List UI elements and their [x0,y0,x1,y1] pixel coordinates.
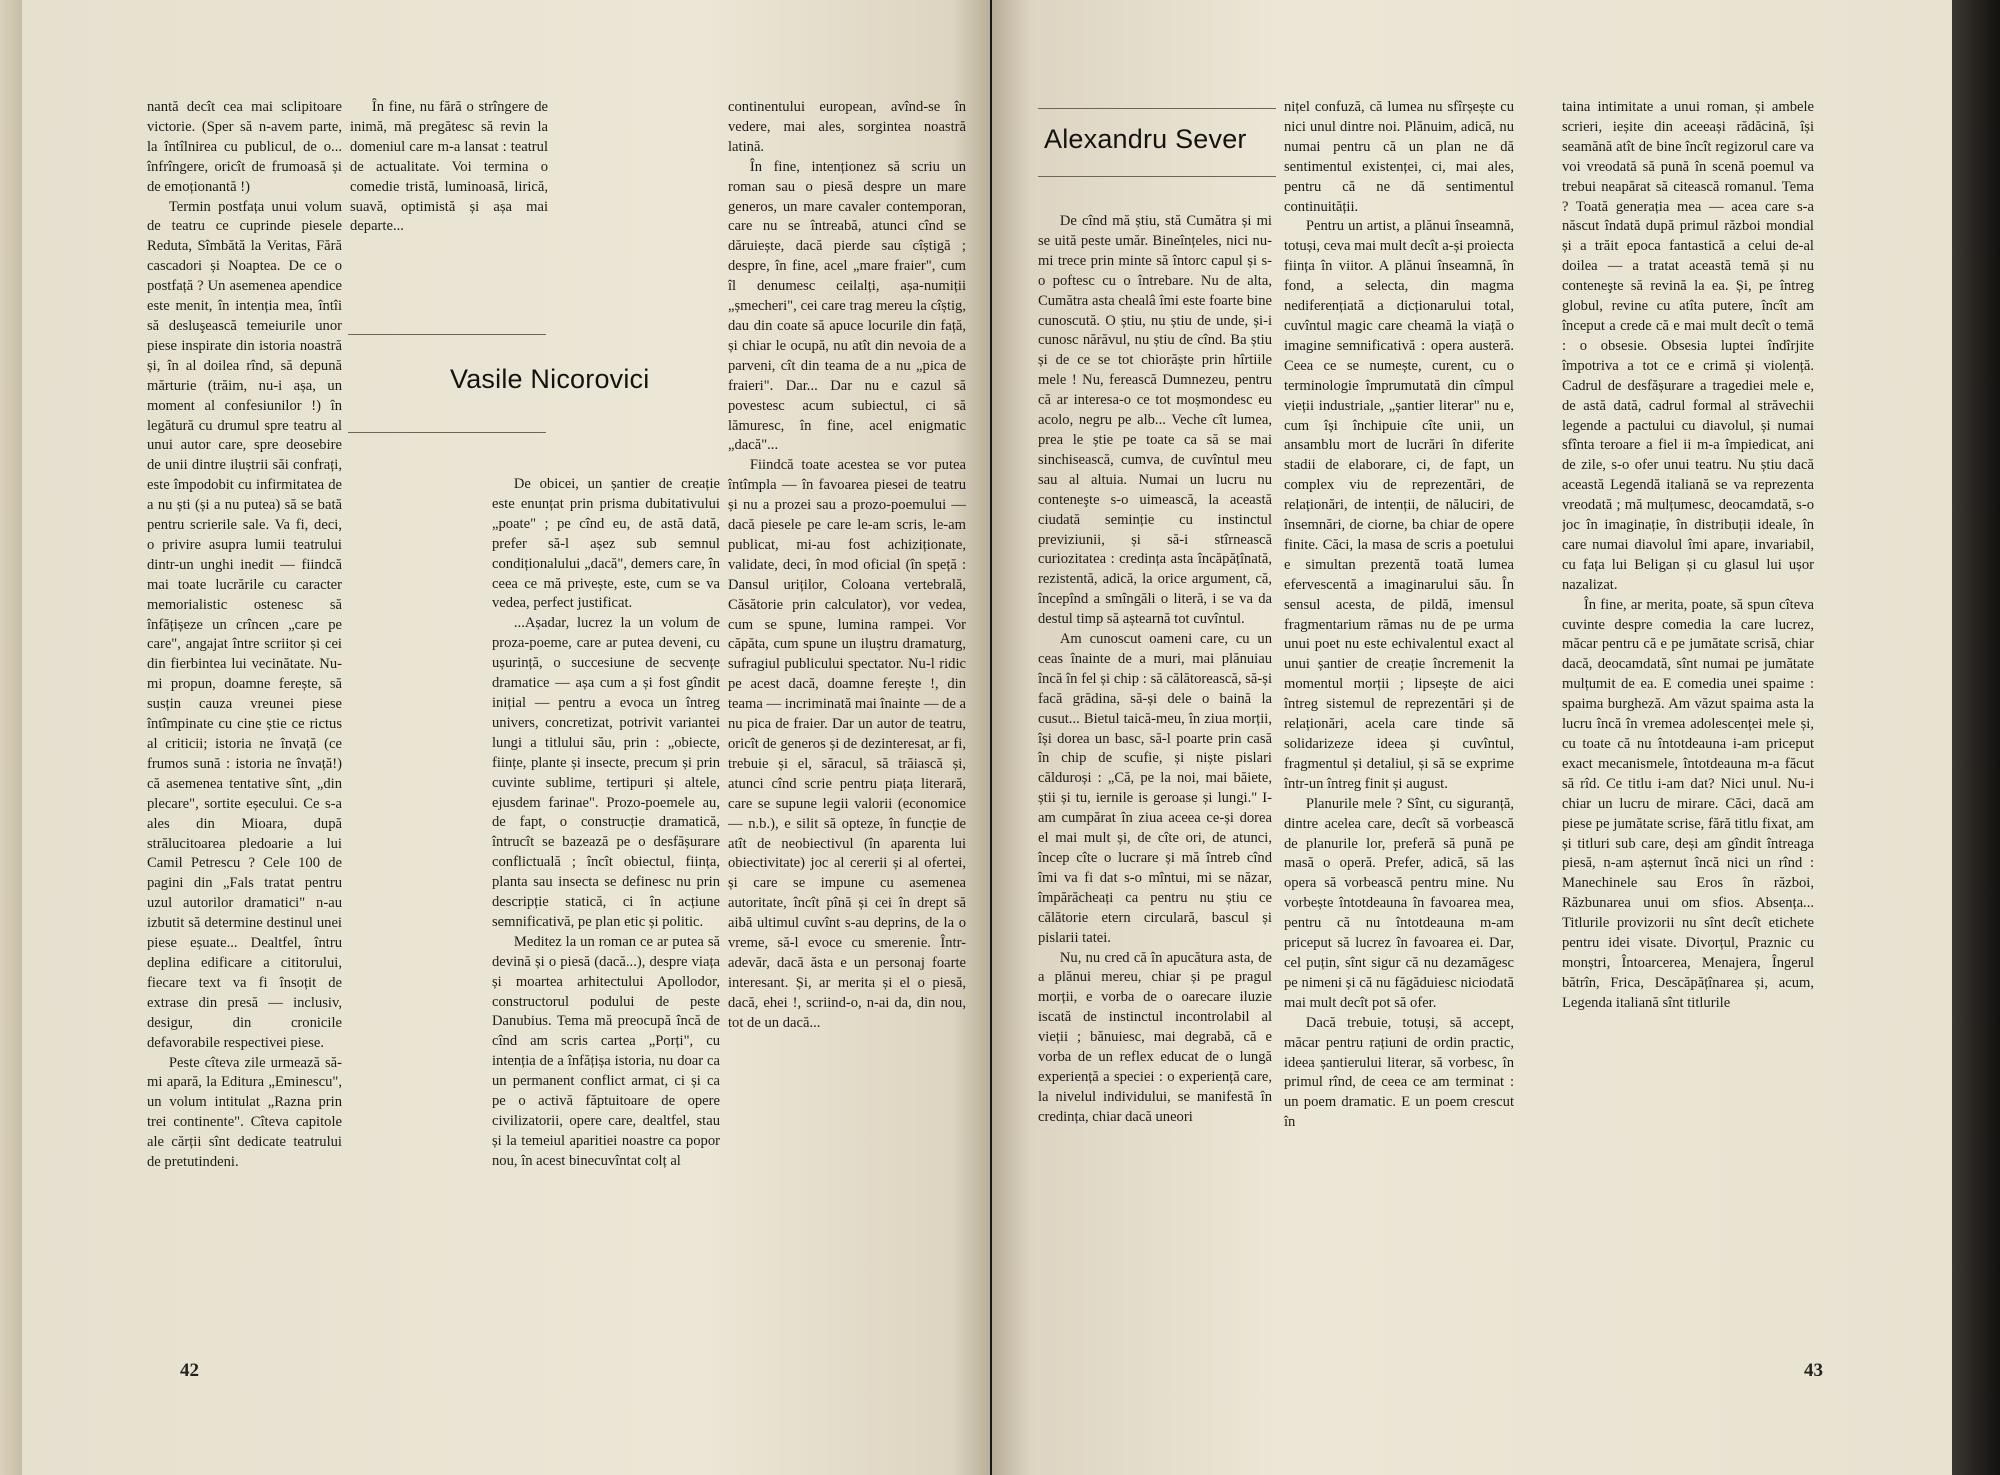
author-name: Alexandru Sever [1044,124,1247,154]
right-page [992,0,1952,1475]
author-rule-bottom [348,432,546,433]
paragraph: Nu, nu cred că în apucătura asta, de a plănui mereu, chiar și pe pragul morții, e vorba de o oarecare iluzie iscată de instinctul incontrolabil al vieții ; bănuiesc, mai degrabă, că e vorba de un reflex educat de o lungă experiență a speciei : o experiență care, la nivelul individului, se manifestă în credința, chiar dacă uneori [1038,949,1272,1125]
paragraph: Fiindcă toate acestea se vor putea întîmpla — în favoarea piesei de teatru și nu a prozei sau a prozo-poemului — dacă piesele pe care le-am scris, le-am publicat, mi-au fost achiziționate, validate, deci, în mod oficial (în speță : Dansul uriților, Coloana vertebrală, Căsătorie prin calculator), vor vedea, cum se spune, lumina rampei. Vor căpăta, cum spune un iluștru dramaturg, sufragiul publicului spectator. Nu-l ridic pe acest dacă, doamne ferește !, din teama — incriminată mai înainte — de a nu pica de fraier. Dar un autor de teatru, oricît de generos și de dezinteresat, ar fi, trebuie și el, săracul, să trăiască și, atunci cînd scrie pentru piața literară, care se supune legii valorii (economice — n.b.), e silit să opteze, în funcție de atît de neobiectivul (în aparenta lui obiectivitate) joc al cererii și al ofertei, și care se impune cu asemenea autoritate, încît pînă și cei în drept să aibă ultimul cuvînt s-au deprins, de la o vreme, să-l evoce cu smerenie. Într-adevăr, dacă ăsta e un personaj foarte interesant. Și, ar merita și el o piesă, dacă, ehei !, scriind-o, n-ai da, din nou, tot de un dacă... [728,457,966,1031]
paragraph: Dacă trebuie, totuși, să accept, măcar pentru rațiuni de ordin practic, ideea șantierului literar, să vorbesc, în primul rînd, de ceea ce am terminat : un poem dramatic. E un poem crescut în [1284,1014,1514,1131]
left-page [22,0,990,1475]
left-col-2-bottom [492,475,720,1335]
page-number: 42 [180,1360,199,1381]
paragraph: Planurile mele ? Sînt, cu siguranță, dintre acelea care, decît să vorbească de planurile lor, preferă să pună pe masă o operă. Prefer, adică, să las opera să vorbească pentru mine. Nu vorbește întotdeauna în favoarea mea, pentru că nu întotdeauna m-am priceput să lucrez în favoarea ei. Dar, cel puțin, sînt sigur că nu dezamăgesc pe nimeni și că nu făgăduiesc niciodată mai mult decît pot să ofer. [1284,795,1514,1011]
page-number: 43 [1804,1360,1823,1381]
author-rule-bottom [1038,176,1276,177]
paragraph: nițel confuză, că lumea nu sfîrșește cu nici unul dintre noi. Plănuim, adică, nu numai pentru că un plan ne dă sentimentul existenței, ci, mai ales, pentru că ne dă sentimentul continuității. [1284,99,1514,215]
author-name: Vasile Nicorovici [450,364,650,394]
paragraph: În fine, ar merita, poate, să spun cîteva cuvinte despre comedia la care lucrez, măcar pentru că e pe jumătate scrisă, chiar dacă, deocamdată, sînt numai pe jumătate mulțumit de ea. E comedia unei spaime : spaima burgheză. Am văzut spaima asta la lucru încă în vremea adolescenței mele și, cu toate că nu întotdeauna i-am priceput exact mecanismele, întotdeauna m-a făcut să rîd. Ce titlu i-am dat? Nici unul. Nu-i chiar un lucru de mirare. Căci, dacă am piese pe jumătate scrise, fără titlu fixat, am și titluri sub care, deși am gîndit întreaga piesă, n-am așternut încă nici un rînd : Manechinele sau Eros în război, Răzbunarea unui om sfios. Absența... Titlurile provizorii nu sînt decît etichete pentru idei visate. Divorțul, Praznic cu monștri, Întoarcerea, Menajera, Îngerul bătrîn, Frica, Descăpățînarea și, acum, Legenda italiană sînt titlurile [1562,596,1814,1011]
paragraph: continentului european, avînd-se în vedere, mai ales, sorgintea noastră latină. [728,99,966,155]
paragraph: taina intimitate a unui roman, și ambele scrieri, ieșite din aceeași rădăcină, își seamănă atît de bine încît regizorul care va voi vreodată să pună în scenă poemul va trebui neapărat să citească romanul. Tema ? Toată generația mea — acea care s-a născut îndată după primul război mondial și a trăit epoca fantastică a celui de-al doilea — a tratat această temă și nu conteneşte să revină la ea. Și, pe întreg globul, revine cu atîta putere, încît am început a crede că e mai mult decît o temă : o obsesie. Obsesia luptei îndîrjite împotriva a tot ce e crimă și violență. Cadrul de desfășurare a tragediei mele e, de astă dată, cadrul formal al străvechii legende a pactului cu diavolul, și numai sfînta teroare a fiel ii m-a împiedicat, ani de zile, s-o ofer unui teatru. Nu știu dacă această Legendă italiană se va reprezenta vreodată ; mă mulțumesc, deocamdată, s-o joc în imaginație, în distribuții ideale, în care numai diavolul îmi apare, invariabil, cu fața lui Beligan și cu glasul lui ușor nazalizat. [1562,99,1814,593]
paragraph: De cînd mă știu, stă Cumătra și mi se uită peste umăr. Bineînțeles, nici nu-mi trece prin minte să întorc capul și s-o poftesc cu o întrebare. Nu de alta, Cumătra asta chealâ îmi este foarte bine cunoscută. O știu, nu știu de unde, și-i cunosc nărăvul, nu știu de cînd. Ba știu și de ce se tot chiorăște prin hîrtiile mele ! Nu, ferească Dumnezeu, pentru că ar interesa-o ce tot moșmondesc eu acolo, negru pe alb... Veche cît lumea, prea le știe pe toate ca să se mai sinchisească, cumva, de cuvîntul meu sau al altuia. Numai un lucru nu conteneşte s-o uimească, la această ciudată seminție cu instinctul previziunii, și să-i stîrnească curiozitatea : credința asta încăpățînată, rezistentă, adică, la orice argument, că, începînd a smîngăli o literă, i se va da destul timp să aștearnă tot cuvîntul. [1038,213,1272,628]
paragraph: ...Așadar, lucrez la un volum de proza-poeme, care ar putea deveni, cu ușurință, o succesiune de secvențe dramatice — așa cum a și fost gîndit inițial — pentru a evoca un întreg univers, concretizat, potrivit variantei lungi a titlului său, prin : „obiecte, ființe, plante și insecte, precum și prin cuvinte sublime, tertipuri și altele, ejusdem farinae". Prozo-poemele au, de fapt, o construcție dramatică, întrucît se bazează pe o desfășurare conflictuală ; încît obiectul, ființa, planta sau insecta se definesc nu prin descripție statică, ci în acțiune semnificativă, pe plan etic și politic. [492,615,720,930]
paragraph: De obicei, un șantier de creație este enunțat prin prisma dubitativului „poate" ; pe cînd eu, de astă dată, prefer să-l așez sub semnul condiționalului „dacă", demers care, în ceea ce mă privește, este, cum se va vedea, perfect justificat. [492,476,720,612]
right-col-3 [1562,98,1814,1338]
right-col-2 [1284,98,1514,1338]
paragraph: nantă decît cea mai sclipitoare victorie. (Sper să n-avem parte, la întîlnirea cu publicul, de o... înfrîngere, oricît de frumoasă și de emoționantă !) [147,99,342,195]
paragraph: Pentru un artist, a plănui înseamnă, totuși, ceva mai mult decît a-și proiecta ființa în viitor. A plănui înseamnă, în fond, a selecta, din magma nediferențiată a dicționarului total, cuvîntul magic care cheamă la viață o imagine semnificativă : opera austeră. Ceea ce se numește, curent, cu o terminologie împrumutată din cîmpul vieții industriale, „șantier literar" nu e, cum își închipuie cîte unii, un ansamblu mort de lucrări în diferite stadii de elaborare, ci, de fapt, un complex viu de reprezentări, de relaționări, de intenții, de năluciri, de însemnări, de ciorne, ba chiar de opere finite. Căci, la masa de scris a poetului e simultan prezentă toată lumea efervescentă a imaginarului său. În sensul acesta, de pildă, imensul fragmentarium rămas nu de pe urma unui poet nu este echivalentul exact al unui șantier de creație încremenit la momentul morții ; lipsește de aici întreg sistemul de reprezentări și de relaționări, acela care tinde să solidarizeze ideea și cuvîntul, fragmentul și detaliul, și să se exprime într-un întreg finit și august. [1284,218,1514,792]
author-rule-top [1038,108,1276,109]
paragraph: Am cunoscut oameni care, cu un ceas înainte de a muri, mai plănuiau încă în fel și chip : să călătorească, să-și facă grădina, să-și dele o baină la cusut... Bietul taică-meu, în ziua morții, își dorea un basc, să-l poarte prin casă în chip de scufie, și niște pislari călduroși : „Că, pe la noi, mai băiete, știi și tu, iernile is geroase și lungi." I-am cumpărat în ziua aceea ce-și dorea el mai mult și, de cîte ori, de atunci, încep cîte o lucrare și mă întreb cînd îmi va fi dat s-o mîntui, mi se năzar, împărăcheați ca pentru nu știu ce călătorie etern circulară, bascul și pislarii tatei. [1038,631,1272,946]
left-col-1 [147,98,342,1338]
right-col-1 [1038,212,1272,1337]
paragraph: Peste cîteva zile urmează să-mi apară, la Editura „Eminescu", un volum intitulat „Razna prin trei continente". Cîteva capitole ale cărții sînt dedicate teatrului de pretutindeni. [147,1054,342,1171]
author-rule-top [348,334,546,335]
left-col-3 [728,98,966,1338]
paragraph: În fine, intenționez să scriu un roman sau o piesă despre un mare generos, un mare cavaler contemporan, care nu se întreabă, atunci cînd se dăruiește, dacă pierde sau cîștigă ; despre, în fine, acel „mare fraier", cum îl denumesc ceilalți, așa-numiții „șmecheri", cei care trag mereu la cîștig, dau din coate să apuce locurile din față, și chiar le ocupă, nu atît din nevoia de a parveni, cît din teama de a nu „pica de fraieri". Dar... Dar nu e cazul să povestesc acum subiectul, ci să lămuresc, în fine, acel enigmatic „dacă"... [728,158,966,454]
paragraph: Termin postfața unui volum de teatru ce cuprinde piesele Reduta, Sîmbătă la Veritas, Fără cascadori și Noaptea. De ce o postfață ? Un asemenea apendice este menit, în intenția mea, întîi să desluşească temeiurile unor piese inspirate din istoria noastră și, în al doilea rînd, să depună mărturie (trăim, nu-i așa, un moment al confesiunilor !) în legătură cu drumul spre teatru al unui autor care, spre deosebire de unii dintre iluștrii săi confrați, este împodobit cu infirmitatea de a nu ști (și a nu putea) să se bată pentru scrierile sale. Va fi, deci, o privire asupra lumii teatrului dintr-un unghi inedit — fiindcă mai toate lucrările cu caracter memorialistic ostenesc să înfățișeze un crîncen „care pe care", angajat între scriitor și cei din fierbintea lui vecinătate. Nu-mi propun, doamne ferește, să susțin cauza vreunei piese întîmpinate cu cine știe ce rictus al criticii; istoria ne învață (ce frumos sună : istoria ne învață!) că asemenea tentative sînt, „din plecare", sortite eșecului. Ce s-a ales din Mioara, după strălucitoarea pledoarie a lui Camil Petrescu ? Cele 100 de pagini din „Fals tratat pentru uzul autorilor dramatici" n-au izbutit să determine destinul unei piese eșuate... Dealtfel, întru deplina edificare a cititorului, fiecare text va fi însoțit de extrase din presă — inclusiv, desigur, din cronicile defavorabile respectivei piese. [147,198,342,1051]
paragraph: În fine, nu fără o strîngere de inimă, mă pregătesc să revin la domeniul care m-a lansat : teatrul de actualitate. Voi termina o comedie tristă, luminoasă, lirică, suavă, optimistă și așa mai departe... [350,99,548,235]
left-col-2-top [350,98,548,330]
page-edge-left [0,0,22,1475]
book-cover-edge [1952,0,2000,1475]
paragraph: Meditez la un roman ce ar putea să devină și o piesă (dacă...), despre viața și moartea arhitectului Apollodor, constructorul podului de peste Danubius. Tema mă preocupă încă de cînd am scris cartea „Porți", cu intenția de a înfățișa istoria, nu doar ca un permanent conflict armat, ci și ca pe o activă făptuitoare de opere civilizatorii, opere care, dealtfel, stau și la temeiul aparitiei noastre ca popor nou, în acest binecuvîntat colț al [492,933,720,1169]
